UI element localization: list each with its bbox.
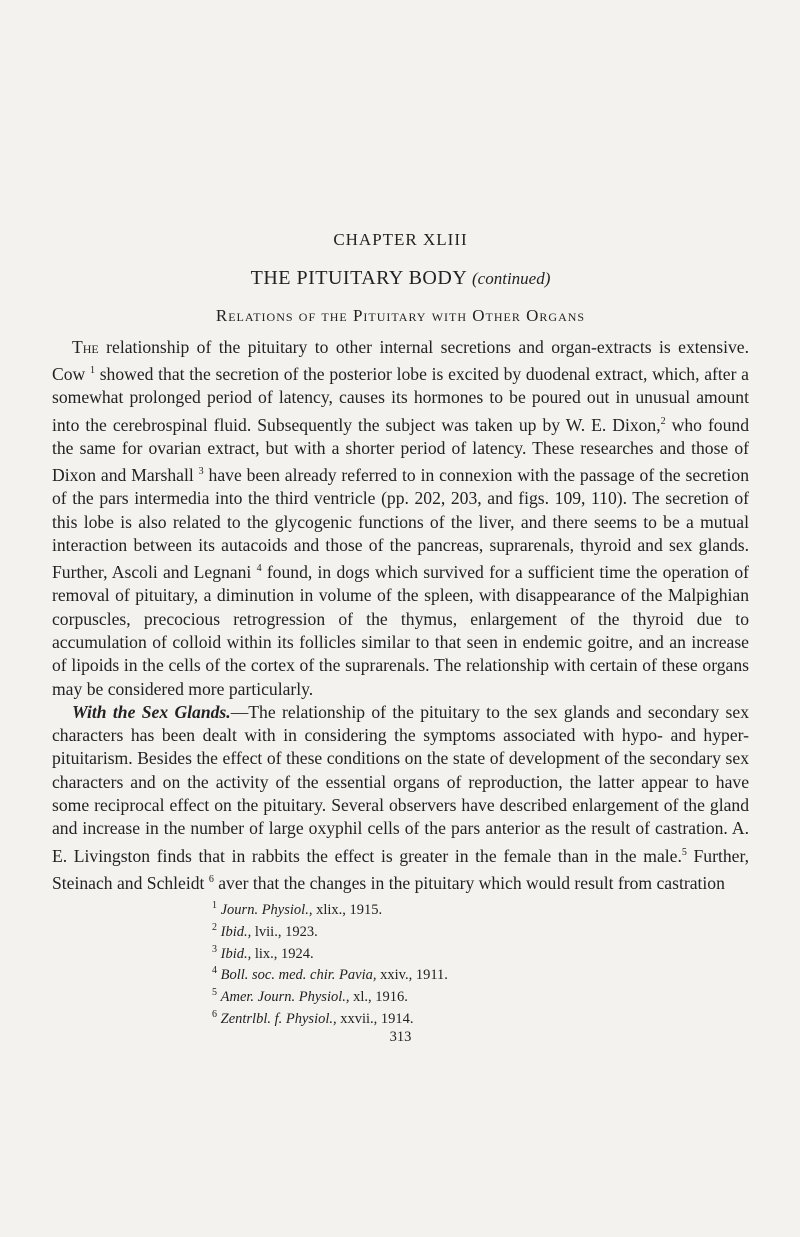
footnote-number: 6 <box>212 1009 217 1021</box>
footnote <box>212 1006 749 1028</box>
footnote-ref-text: xlix., 1915. <box>312 901 383 918</box>
paragraph-text: aver that the changes in the pituitary which would result from castration <box>213 872 725 893</box>
footnote-ref: 2 <box>660 415 666 427</box>
footnote-number: 2 <box>212 921 217 933</box>
footnote <box>212 897 749 919</box>
footnote-source: Ibid., <box>220 923 252 940</box>
section-heading: Relations of the Pituitary with Other Organs <box>215 306 586 325</box>
footnote-number: 4 <box>212 965 217 977</box>
paragraph-text: showed that the secretion of the posterior lobe is excited by duodenal extract, which, after a somewhat prolonged period of latency, causes its hormones to be poured out in unusual amount into the cerebrospinal fluid. Subsequently the subject was taken up by W. E. Dixon, <box>52 364 749 435</box>
footnote-source: Amer. Journ. Physiol., <box>220 989 350 1006</box>
footnote-source: Ibid., <box>220 945 252 962</box>
footnote-source: Journ. Physiol., <box>220 901 313 918</box>
page-number: 313 <box>389 1028 412 1045</box>
paragraph-lead-word: The <box>72 337 99 357</box>
footnote-ref: 3 <box>198 466 204 478</box>
title-main: THE PITUITARY BODY <box>250 267 467 289</box>
footnote-ref-text: xxvii., 1914. <box>336 1010 414 1027</box>
footnote <box>212 984 749 1006</box>
footnote <box>212 919 749 941</box>
chapter-heading: CHAPTER XLIII <box>333 230 468 249</box>
footnote-ref: 4 <box>256 563 262 575</box>
footnote-ref-text: xl., 1916. <box>349 989 408 1006</box>
footnote-number: 5 <box>212 987 217 999</box>
book-page <box>52 229 749 1046</box>
footnote-ref: 6 <box>208 873 214 885</box>
footnote-number: 1 <box>212 899 217 911</box>
footnote-ref-text: xxiv., 1911. <box>376 967 448 984</box>
footnote <box>212 962 749 984</box>
paragraph-text: relationship of the pituitary to other internal secretions and organ-extracts is extensive. Cow <box>52 337 749 385</box>
paragraph-text: Further, Steinach and Schleidt <box>52 845 749 893</box>
footnotes <box>52 897 749 1028</box>
body-paragraph-2 <box>52 701 749 895</box>
run-in-heading: With the Sex Glands. <box>72 701 231 722</box>
paragraph-text: have been already referred to in connexion with the passage of the secretion of the pars intermedia into the third ventricle (pp. 202, 203, and figs. 109, 110). The secretion of this lobe is also related to the glycogenic functions of the liver, and there seems to be a mutual interaction between its autacoids and those of the pancreas, suprarenals, thyroid and sex glands. Further, Ascoli and Legnani <box>52 465 750 583</box>
title-continued: (continued) <box>472 269 551 288</box>
page-title <box>52 265 749 292</box>
footnote-ref: 1 <box>89 365 95 377</box>
paragraph-text: who found the same for ovarian extract, but with a shorter period of latency. These researches and those of Dixon and Marshall <box>52 414 749 486</box>
paragraph-text: —The relationship of the pituitary to the sex glands and secondary sex characters has been dealt with in considering the symptoms associated with hypo- and hyper-pituitarism. Besides the effect of these conditions on the state of development of the secondary sex characters and on the activity of the essential organs of reproduction, the latter appear to have some reciprocal effect on the pituitary. Several observers have described enlargement of the gland and increase in the number of large oxyphil cells of the pars anterior as the result of castration. A. E. Livingston finds that in rabbits the effect is greater in the female than in the male. <box>52 701 749 866</box>
footnote-ref-text: lvii., 1923. <box>251 923 318 940</box>
footnote <box>212 941 749 963</box>
paragraph-text: found, in dogs which survived for a sufficient time the operation of removal of pituitary, a diminution in volume of the spleen, with disappearance of the Malpighian corpuscles, precocious retrogression of the thymus, enlargement of the thyroid due to accumulation of colloid within its follicles similar to that seen in endemic goitre, and an increase of lipoids in the cells of the cortex of the suprarenals. The relationship with certain of these organs may be considered more particularly. <box>52 562 749 699</box>
footnote-source: Zentrlbl. f. Physiol., <box>220 1010 337 1027</box>
footnote-source: Boll. soc. med. chir. Pavia, <box>220 967 377 984</box>
footnote-number: 3 <box>212 943 217 955</box>
footnote-ref: 5 <box>681 846 687 858</box>
footnote-ref-text: lix., 1924. <box>251 945 314 962</box>
body-paragraph-1 <box>52 336 749 701</box>
